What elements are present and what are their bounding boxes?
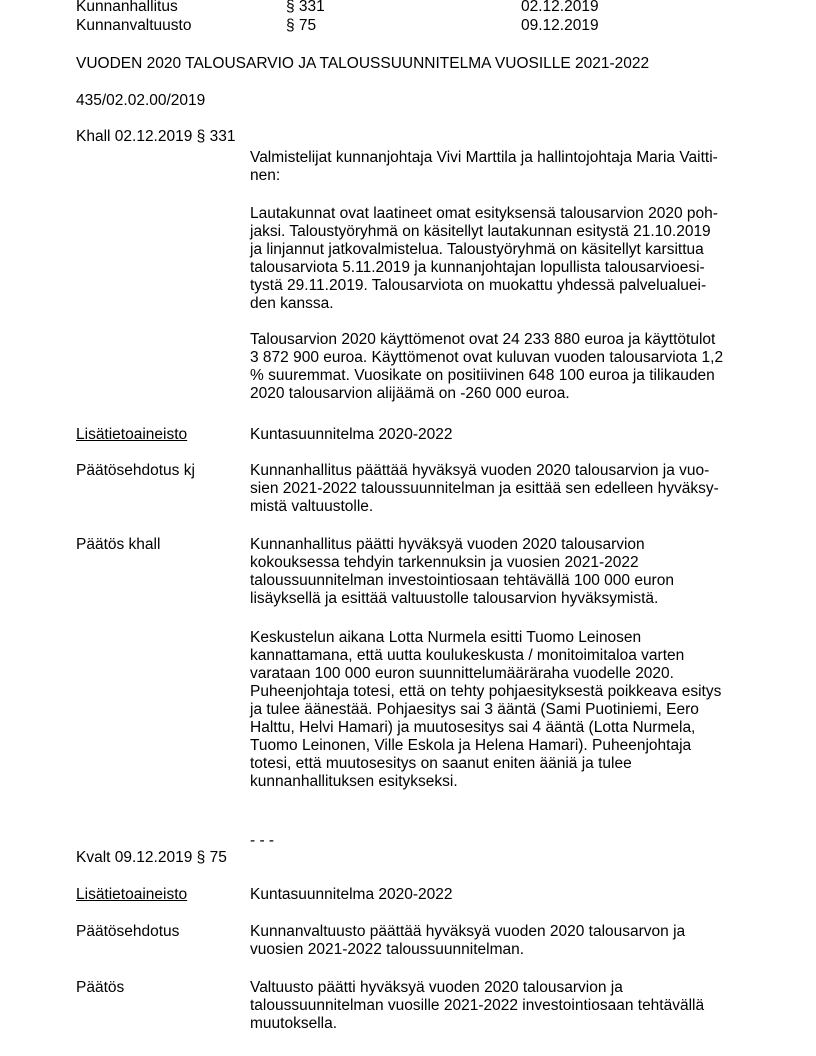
text-line: Tuomo Leinonen, Ville Eskola ja Helena Hamari). Puheenjohtaja xyxy=(250,737,692,754)
record-number: 435/02.02.00/2019 xyxy=(76,92,206,109)
text-line: Valmistelijat kunnanjohtaja Vivi Marttila ja hallintojohtaja Maria Vaitti- xyxy=(250,149,718,166)
text-line: Halttu, Helvi Hamari) ja muutosesitys sai 4 ääntä (Lotta Nurmela, xyxy=(250,719,696,736)
text-line: sien 2021-2022 taloussuunnitelman ja esittää sen edelleen hyväksy- xyxy=(250,480,719,497)
khall-lisatieto-link[interactable]: Lisätietoaineisto xyxy=(76,426,188,443)
kvalt-paatos-label: Päätös xyxy=(76,979,125,996)
text-line: Keskustelun aikana Lotta Nurmela esitti Tuomo Leinosen xyxy=(250,629,642,646)
section-separator: - - - xyxy=(250,832,275,849)
khall-paatos-text xyxy=(250,536,674,608)
text-line: Kunnanhallitus päättää hyväksyä vuoden 2020 talousarvion ja vuo- xyxy=(250,462,710,479)
document-title: VUODEN 2020 TALOUSARVIO JA TALOUSSUUNNITELMA VUOSILLE 2021-2022 xyxy=(76,55,650,72)
khall-lisatieto-value: Kuntasuunnitelma 2020-2022 xyxy=(250,426,453,443)
header-section-2: § 75 xyxy=(286,17,317,34)
text-line: kokouksessa tehdyin tarkennuksin ja vuosien 2021-2022 xyxy=(250,554,639,571)
text-line: taloussuunnitelman investointiosaan tehtävällä 100 000 euron xyxy=(250,572,674,589)
header-body-2: Kunnanvaltuusto xyxy=(76,17,192,34)
text-line: % suuremmat. Vuosikate on positiivinen 648 100 euroa ja tilikauden xyxy=(250,367,715,384)
text-line: Kunnanhallitus päätti hyväksyä vuoden 2020 talousarvion xyxy=(250,536,645,553)
text-line: taloussuunnitelman vuosille 2021-2022 investointiosaan tehtävällä xyxy=(250,997,705,1014)
khall-ehdotus-label: Päätösehdotus kj xyxy=(76,462,195,479)
header-date-2: 09.12.2019 xyxy=(521,17,599,34)
kvalt-ehdotus-label: Päätösehdotus xyxy=(76,923,180,940)
text-line: Kunnanvaltuusto päättää hyväksyä vuoden 2020 talousarvon ja xyxy=(250,923,686,940)
kvalt-heading: Kvalt 09.12.2019 § 75 xyxy=(76,849,227,866)
text-line: Puheenjohtaja totesi, että on tehty pohjaesityksestä poikkeava esitys xyxy=(250,683,722,700)
kvalt-ehdotus-text xyxy=(250,923,685,959)
text-line: nen: xyxy=(250,167,281,184)
khall-preparers-paragraph xyxy=(250,149,718,185)
kvalt-lisatieto-value: Kuntasuunnitelma 2020-2022 xyxy=(250,886,453,903)
khall-ehdotus-text xyxy=(250,462,719,516)
text-line: vuosien 2021-2022 taloussuunnitelman. xyxy=(250,941,525,958)
text-line: tystä 29.11.2019. Talousarviota on muokattu yhdessä palvelualuei- xyxy=(250,277,707,294)
khall-discussion-paragraph xyxy=(250,629,721,791)
khall-heading: Khall 02.12.2019 § 331 xyxy=(76,128,236,145)
text-line: mistä valtuustolle. xyxy=(250,498,374,515)
text-line: ja linjannut jatkovalmistelua. Taloustyöryhmä on käsitellyt karsittua xyxy=(250,241,704,258)
text-line: Talousarvion 2020 käyttömenot ovat 24 233 880 euroa ja käyttötulot xyxy=(250,331,716,348)
text-line: kannattamana, että uutta koulukeskusta / monitoimitaloa varten xyxy=(250,647,685,664)
text-line: kunnanhallituksen esitykseksi. xyxy=(250,773,458,790)
text-line: 3 872 900 euroa. Käyttömenot ovat kuluvan vuoden talousarviota 1,2 xyxy=(250,349,724,366)
khall-paatos-label: Päätös khall xyxy=(76,536,161,553)
text-line: talousarviota 5.11.2019 ja kunnanjohtajan lopullista talousarvioesi- xyxy=(250,259,705,276)
header-section-1: § 331 xyxy=(286,0,325,15)
text-line: den kanssa. xyxy=(250,295,334,312)
khall-budget-paragraph xyxy=(250,331,723,403)
text-line: totesi, että muutosesitys on saanut eniten ääniä ja tulee xyxy=(250,755,632,772)
text-line: jaksi. Taloustyöryhmä on käsitellyt lautakunnan esitystä 21.10.2019 xyxy=(250,223,711,240)
header-date-1: 02.12.2019 xyxy=(521,0,599,15)
khall-background-paragraph xyxy=(250,205,718,313)
text-line: varataan 100 000 euron suunnittelumääräraha vuodelle 2020. xyxy=(250,665,674,682)
kvalt-lisatieto-link[interactable]: Lisätietoaineisto xyxy=(76,886,188,903)
kvalt-paatos-text xyxy=(250,979,704,1033)
text-line: lisäyksellä ja esittää valtuustolle talousarvion hyväksymistä. xyxy=(250,590,659,607)
text-line: Valtuusto päätti hyväksyä vuoden 2020 talousarvion ja xyxy=(250,979,623,996)
text-line: muutoksella. xyxy=(250,1015,338,1032)
text-line: Lautakunnat ovat laatineet omat esityksensä talousarvion 2020 poh- xyxy=(250,205,718,222)
text-line: 2020 talousarvion alijäämä on -260 000 euroa. xyxy=(250,385,570,402)
text-line: ja tulee äänestää. Pohjaesitys sai 3 ääntä (Sami Puotiniemi, Eero xyxy=(250,701,699,718)
header-body-1: Kunnanhallitus xyxy=(76,0,178,15)
